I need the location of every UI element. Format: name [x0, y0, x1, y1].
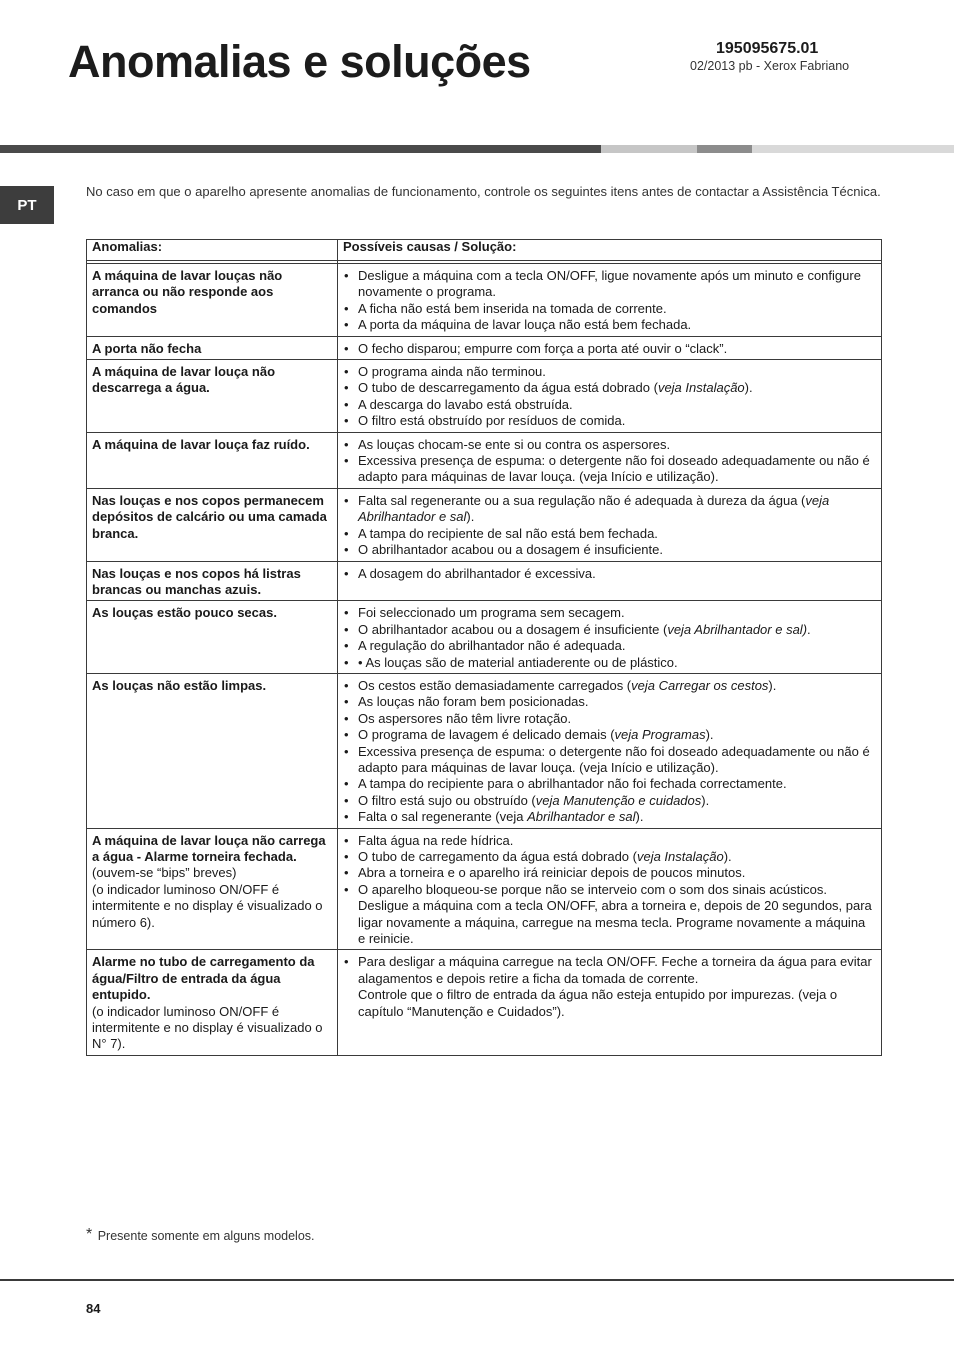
- solution-text: A tampa do recipiente de sal não está bem fechada.: [358, 525, 658, 541]
- anomaly-title: A porta não fecha: [92, 340, 202, 356]
- solution-item: [343, 380, 873, 396]
- solution-text: O aparelho bloqueou-se porque não se interveio com o som dos sinais acústicos.: [358, 881, 827, 897]
- solution-text-end: ).: [744, 380, 753, 396]
- column-header-solutions: Possíveis causas / Solução:: [338, 240, 882, 261]
- anomaly-cell: [87, 828, 338, 950]
- anomaly-cell: [87, 488, 338, 561]
- anomaly-cell: [87, 950, 338, 1055]
- solution-cell: [338, 601, 882, 674]
- solution-text-end: ).: [705, 727, 714, 743]
- solution-reference: veja Instalação: [657, 380, 745, 396]
- solution-list: [343, 954, 873, 987]
- solution-item: [343, 865, 873, 881]
- solution-text: A descarga do lavabo está obstruída.: [358, 396, 573, 412]
- solution-text: A tampa do recipiente para o abrilhantador não foi fechada correctamente.: [358, 776, 787, 792]
- table-body: [87, 261, 882, 1056]
- page-number: 84: [86, 1301, 101, 1316]
- solution-item: [343, 711, 873, 727]
- document-date: 02/2013 pb - Xerox Fabriano: [690, 59, 850, 73]
- solution-cell: [338, 432, 882, 488]
- anomaly-title: As louças não estão limpas.: [92, 677, 267, 693]
- troubleshooting-table-container: [86, 239, 882, 1056]
- table-row: [87, 360, 882, 433]
- anomaly-cell: [87, 673, 338, 828]
- solution-text: O tubo de carregamento da água está dobrado (: [358, 849, 637, 864]
- solution-reference: veja Abrilhantador e sal): [667, 621, 808, 637]
- anomaly-cell: [87, 336, 338, 359]
- solution-text-end: ).: [768, 677, 777, 693]
- table-row: [87, 432, 882, 488]
- anomaly-title: Nas louças e nos copos há listras brancas ou manchas azuis.: [92, 565, 301, 597]
- solution-cell: [338, 950, 882, 1055]
- solution-cell: [338, 360, 882, 433]
- solution-item: [343, 453, 873, 486]
- header-rule-dark: [0, 145, 601, 153]
- solution-text: Para desligar a máquina carregue na tecla ON/OFF. Feche a torneira da água para evitar alagamentos e depois retire a ficha da tomada de corrente.: [358, 954, 872, 986]
- solution-text: As louças não foram bem posicionadas.: [358, 694, 589, 710]
- solution-list: [343, 364, 873, 430]
- table-header-row: [87, 240, 882, 261]
- solution-item: [343, 413, 873, 429]
- solution-text: Desligue a máquina com a tecla ON/OFF, ligue novamente após um minuto e configure novamente o programa.: [358, 268, 861, 300]
- solution-item: [343, 678, 873, 694]
- solution-item: [343, 744, 873, 777]
- anomaly-note: (o indicador luminoso ON/OFF é intermitente e no display é visualizado o N° 7).: [92, 1003, 323, 1052]
- solution-item: [343, 605, 873, 621]
- footnote-asterisk: *: [86, 1226, 93, 1243]
- intro-paragraph: No caso em que o aparelho apresente anomalias de funcionamento, controle os seguintes itens antes de contactar a Assistência Técnica.: [86, 184, 881, 199]
- document-number: 195095675.01: [716, 40, 819, 57]
- table-row: [87, 828, 882, 950]
- header-rule-mid: [697, 145, 752, 153]
- anomaly-title: A máquina de lavar louça não carrega a água - Alarme torneira fechada.: [92, 832, 326, 864]
- anomaly-cell: [87, 432, 338, 488]
- solution-item: [343, 638, 873, 654]
- solution-list: [343, 268, 873, 334]
- solution-reference: veja Carregar os cestos: [631, 677, 769, 693]
- column-header-anomalies: Anomalias:: [87, 240, 338, 261]
- solution-text: O programa de lavagem é delicado demais (: [358, 727, 615, 743]
- anomaly-note: (ouvem-se “bips” breves) (o indicador luminoso ON/OFF é intermitente e no display é visualizado o número 6).: [92, 865, 323, 930]
- solution-item: [343, 437, 873, 453]
- solution-item: [343, 655, 873, 671]
- solution-text: Falta água na rede hídrica.: [358, 832, 514, 848]
- solution-text: Excessiva presença de espuma: o detergente não foi doseado adequadamente ou não é adapto para máquinas de lavar louça. (veja Início e utilização).: [358, 743, 870, 775]
- solution-text: A ficha não está bem inserida na tomada de corrente.: [358, 300, 667, 316]
- solution-text: • As louças são de material antiaderente ou de plástico.: [358, 654, 678, 670]
- table-row: [87, 488, 882, 561]
- solution-continuation: Desligue a máquina com a tecla ON/OFF, abra a torneira e, depois de 20 segundos, para ligar novamente a máquina, carregue na mesma tecla. Programe novamente a máquina e reinicie.: [358, 898, 872, 947]
- anomaly-title: A máquina de lavar louça faz ruído.: [92, 436, 310, 452]
- solution-text: A regulação do abrilhantador não é adequada.: [358, 638, 626, 654]
- header-rule-pale: [752, 145, 954, 153]
- solution-reference: veja Manutenção e cuidados: [535, 792, 702, 808]
- solution-item: [343, 694, 873, 710]
- solution-list: [343, 678, 873, 826]
- anomaly-cell: [87, 360, 338, 433]
- table-row: [87, 336, 882, 359]
- solution-text-end: ).: [466, 509, 475, 525]
- solution-item: [343, 526, 873, 542]
- solution-reference: Abrilhantador e sal: [527, 809, 636, 825]
- solution-text: Excessiva presença de espuma: o detergente não foi doseado adequadamente ou não é adapto para máquinas de lavar louça. (veja Início e utilização).: [358, 453, 870, 485]
- solution-text: A porta da máquina de lavar louça não está bem fechada.: [358, 317, 692, 333]
- anomaly-cell: [87, 264, 338, 337]
- solution-cell: [338, 828, 882, 950]
- anomaly-title: A máquina de lavar louça não descarrega a água.: [92, 364, 276, 396]
- solution-cell: [338, 488, 882, 561]
- solution-cell: [338, 264, 882, 337]
- solution-text: O filtro está obstruído por resíduos de comida.: [358, 413, 626, 429]
- page-title: Anomalias e soluções: [68, 36, 531, 87]
- solution-item: [343, 301, 873, 317]
- table-row: [87, 264, 882, 337]
- troubleshooting-table: [86, 239, 882, 1056]
- anomaly-title: A máquina de lavar louças não arranca ou não responde aos comandos: [92, 268, 283, 316]
- solution-item: [343, 622, 873, 638]
- solution-text: O abrilhantador acabou ou a dosagem é insuficiente.: [358, 542, 663, 558]
- solution-text-end: ).: [701, 792, 710, 808]
- solution-cell: [338, 336, 882, 359]
- solution-continuation: Controle que o filtro de entrada da água não esteja entupido por impurezas. (veja o capítulo “Manutenção e Cuidados”).: [358, 987, 838, 1019]
- solution-list: [343, 566, 873, 582]
- solution-item: [343, 833, 873, 849]
- table-row: [87, 950, 882, 1055]
- solution-list: [343, 341, 873, 357]
- anomaly-title: Alarme no tubo de carregamento da água/Filtro de entrada da água entupido.: [92, 954, 315, 1003]
- solution-item: [343, 268, 873, 301]
- solution-item: [343, 809, 873, 825]
- solution-list: [343, 437, 873, 486]
- solution-text: Foi seleccionado um programa sem secagem.: [358, 605, 625, 621]
- footer-rule: [0, 1279, 954, 1281]
- solution-text: Abra a torneira e o aparelho irá reiniciar depois de poucos minutos.: [358, 865, 746, 881]
- solution-text: O programa ainda não terminou.: [358, 364, 546, 380]
- solution-text: Os aspersores não têm livre rotação.: [358, 710, 572, 726]
- solution-text: A dosagem do abrilhantador é excessiva.: [358, 565, 596, 581]
- solution-item: [343, 542, 873, 558]
- solution-item: [343, 566, 873, 582]
- table-row: [87, 601, 882, 674]
- solution-reference: veja Abrilhantador e sal: [358, 492, 830, 525]
- solution-cell: [338, 673, 882, 828]
- solution-item: [343, 849, 873, 865]
- solution-item: [343, 493, 873, 526]
- solution-item: [343, 727, 873, 743]
- solution-reference: veja Instalação: [636, 849, 724, 864]
- solution-text: O fecho disparou; empurre com força a porta até ouvir o “clack”.: [358, 340, 728, 356]
- solution-item: [343, 954, 873, 987]
- table-row: [87, 561, 882, 601]
- solution-text: O tubo de descarregamento da água está dobrado (: [358, 380, 658, 396]
- solution-item: [343, 397, 873, 413]
- anomaly-title: Nas louças e nos copos permanecem depósitos de calcário ou uma camada branca.: [92, 492, 327, 541]
- solution-text: Falta o sal regenerante (veja: [358, 809, 528, 825]
- table-row: [87, 673, 882, 828]
- solution-list: [343, 833, 873, 899]
- header-rule-light: [601, 145, 697, 153]
- footnote: [86, 1226, 315, 1247]
- solution-text: As louças chocam-se ente si ou contra os aspersores.: [358, 436, 671, 452]
- solution-item: [343, 776, 873, 792]
- solution-text: O abrilhantador acabou ou a dosagem é insuficiente (: [358, 621, 668, 637]
- solution-text: Falta sal regenerante ou a sua regulação não é adequada à dureza da água (: [358, 492, 806, 508]
- anomaly-title: As louças estão pouco secas.: [92, 605, 277, 621]
- anomaly-cell: [87, 601, 338, 674]
- solution-reference: veja Programas: [614, 727, 706, 743]
- footnote-text: Presente somente em alguns modelos.: [97, 1229, 315, 1243]
- solution-cell: [338, 561, 882, 601]
- solution-list: [343, 493, 873, 559]
- solution-text-end: .: [807, 621, 811, 637]
- solution-item: [343, 364, 873, 380]
- solution-text: Os cestos estão demasiadamente carregados (: [358, 677, 632, 693]
- solution-item: [343, 882, 873, 898]
- solution-text: O filtro está sujo ou obstruído (: [358, 792, 536, 808]
- solution-item: [343, 341, 873, 357]
- solution-item: [343, 793, 873, 809]
- solution-text-end: ).: [723, 849, 732, 864]
- solution-item: [343, 317, 873, 333]
- anomaly-cell: [87, 561, 338, 601]
- solution-list: [343, 605, 873, 671]
- solution-text-end: ).: [635, 809, 644, 825]
- language-tab: PT: [0, 186, 54, 224]
